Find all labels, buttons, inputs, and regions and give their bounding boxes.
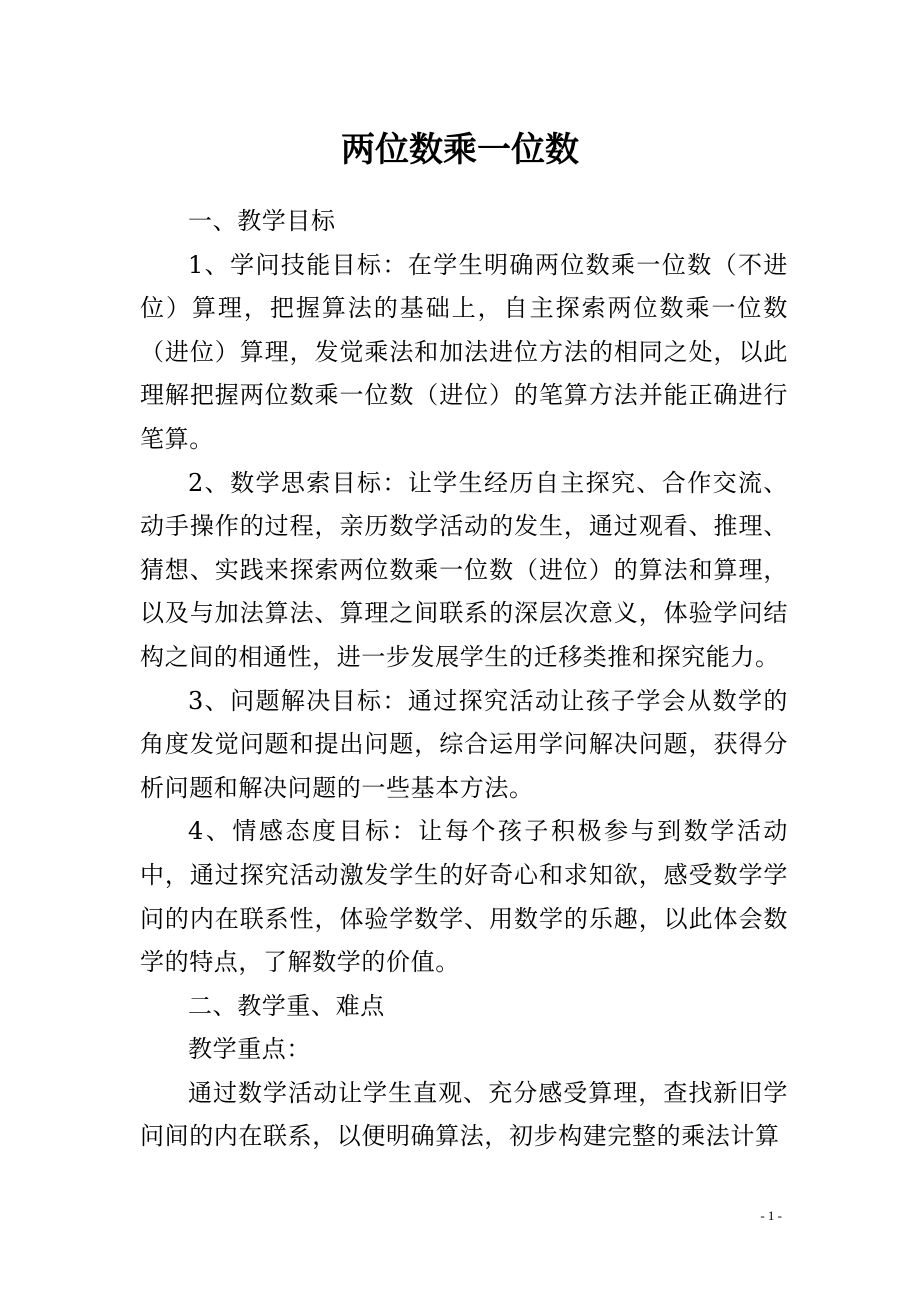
- subheading-teaching-focus: 教学重点：: [188, 1035, 311, 1064]
- document-title: 两位数乘一位数: [341, 130, 579, 170]
- paragraph-knowledge-goal: 1、学问技能目标：在学生明确两位数乘一位数（不进位）算理，把握算法的基础上，自主探索两位数乘一位数（进位）算理，发觉乘法和加法进位方法的相同之处，以此理解把握两位数乘一位数（进位）的笔算方法并能正确进行笔算。: [140, 250, 788, 453]
- paragraph-problem-solving-goal: 3、问题解决目标：通过探究活动让孩子学会从数学的角度发觉问题和提出问题，综合运用学问解决问题，获得分析问题和解决问题的一些基本方法。: [140, 686, 788, 802]
- paragraph-emotional-goal: 4、情感态度目标：让每个孩子积极参与到数学活动中，通过探究活动激发学生的好奇心和求知欲，感受数学学问的内在联系性，体验学数学、用数学的乐趣，以此体会数学的特点，了解数学的价值。: [140, 817, 788, 977]
- document-body: [140, 200, 788, 1159]
- section-heading-key-points: 二、教学重、难点: [188, 991, 385, 1020]
- section-heading-objectives: 一、教学目标: [188, 207, 336, 235]
- paragraph-thinking-goal: 2、数学思索目标：让学生经历自主探究、合作交流、动手操作的过程，亲历数学活动的发生，通过观看、推理、猜想、实践来探索两位数乘一位数（进位）的算法和算理，以及与加法算法、算理之间联系的深层次意义，体验学问结构之间的相通性，进一步发展学生的迁移类推和探究能力。: [140, 468, 788, 671]
- page-number: - 1 -: [760, 1208, 782, 1223]
- paragraph-teaching-focus: 通过数学活动让学生直观、充分感受算理，查找新旧学问间的内在联系，以便明确算法，初步构建完整的乘法计算: [140, 1078, 788, 1151]
